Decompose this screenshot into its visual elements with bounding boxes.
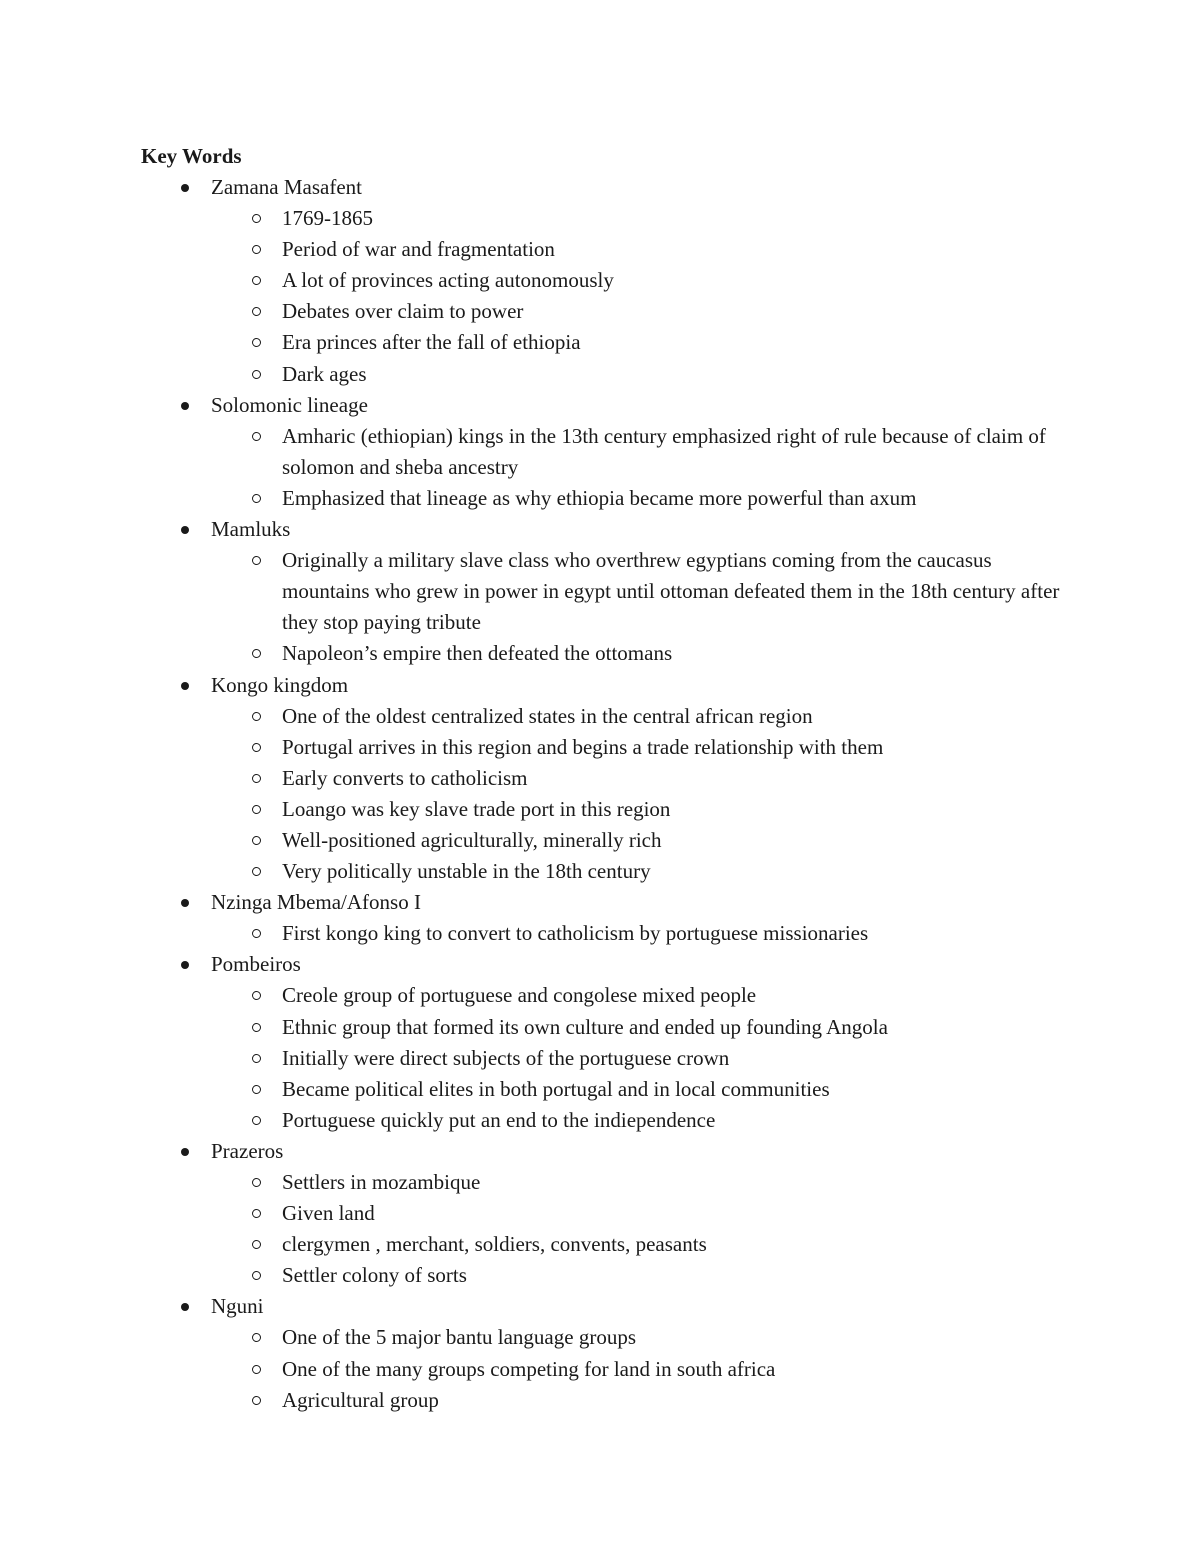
filled-bullet-icon — [181, 682, 189, 690]
notes-list — [141, 701, 1071, 888]
note-item — [141, 1012, 1071, 1043]
hollow-bullet-icon — [252, 712, 261, 721]
note-item — [141, 203, 1071, 234]
term-label: Nzinga Mbema/Afonso I — [211, 890, 421, 915]
note-text: Well-positioned agriculturally, minerally rich — [282, 827, 662, 852]
hollow-bullet-icon — [252, 245, 261, 254]
hollow-bullet-icon — [252, 1365, 261, 1374]
note-text: Portuguese quickly put an end to the indiependence — [282, 1107, 716, 1132]
term-item — [141, 887, 1071, 949]
note-item — [141, 265, 1071, 296]
notes-list — [141, 980, 1071, 1135]
note-text: Portugal arrives in this region and begins a trade relationship with them — [282, 734, 884, 759]
filled-bullet-icon — [181, 1148, 189, 1156]
note-text: Became political elites in both portugal and in local communities — [282, 1076, 830, 1101]
hollow-bullet-icon — [252, 307, 261, 316]
term-row — [141, 514, 1071, 545]
notes-list — [141, 1322, 1071, 1415]
hollow-bullet-icon — [252, 1085, 261, 1094]
term-row — [141, 172, 1071, 203]
note-item — [141, 1354, 1071, 1385]
hollow-bullet-icon — [252, 1116, 261, 1125]
note-text: One of the many groups competing for land in south africa — [282, 1356, 776, 1381]
note-text: Dark ages — [282, 361, 367, 386]
hollow-bullet-icon — [252, 1209, 261, 1218]
note-text: Creole group of portuguese and congolese mixed people — [282, 983, 757, 1008]
note-item — [141, 1322, 1071, 1353]
filled-bullet-icon — [181, 526, 189, 534]
notes-list — [141, 421, 1071, 514]
note-item — [141, 234, 1071, 265]
term-label: Zamana Masafent — [211, 175, 363, 199]
term-item — [141, 1136, 1071, 1291]
hollow-bullet-icon — [252, 494, 261, 503]
note-item — [141, 763, 1071, 794]
term-item — [141, 172, 1071, 390]
note-text: A lot of provinces acting autonomously — [282, 268, 614, 293]
note-item — [141, 483, 1071, 514]
note-item — [141, 1260, 1071, 1291]
hollow-bullet-icon — [252, 929, 261, 938]
note-text: One of the oldest centralized states in the central african region — [282, 703, 813, 728]
note-text: Loango was key slave trade port in this region — [282, 796, 671, 821]
notes-list — [141, 1167, 1071, 1291]
filled-bullet-icon — [181, 184, 189, 192]
note-item — [141, 1105, 1071, 1136]
note-text: Period of war and fragmentation — [282, 237, 555, 262]
term-row — [141, 390, 1071, 421]
hollow-bullet-icon — [252, 214, 261, 223]
note-item — [141, 918, 1071, 949]
term-row — [141, 887, 1071, 918]
note-text: Amharic (ethiopian) kings in the 13th century emphasized right of rule because of claim of solomon and sheba ancestry — [282, 423, 1046, 479]
hollow-bullet-icon — [252, 276, 261, 285]
note-item — [141, 701, 1071, 732]
note-text: Emphasized that lineage as why ethiopia became more powerful than axum — [282, 485, 917, 510]
hollow-bullet-icon — [252, 556, 261, 565]
hollow-bullet-icon — [252, 649, 261, 658]
note-text: 1769-1865 — [282, 206, 373, 231]
note-text: Initially were direct subjects of the portuguese crown — [282, 1045, 730, 1070]
term-row — [141, 1136, 1071, 1167]
filled-bullet-icon — [181, 961, 189, 969]
note-item — [141, 327, 1071, 358]
notes-list — [141, 545, 1071, 669]
filled-bullet-icon — [181, 402, 189, 410]
hollow-bullet-icon — [252, 867, 261, 876]
note-item — [141, 732, 1071, 763]
term-label: Pombeiros — [211, 952, 301, 977]
note-text: First kongo king to convert to catholicism by portuguese missionaries — [282, 921, 869, 946]
term-label: Mamluks — [211, 517, 291, 542]
section-heading: Key Words — [141, 144, 242, 168]
term-label: Solomonic lineage — [211, 392, 368, 417]
note-text: Ethnic group that formed its own culture and ended up founding Angola — [282, 1014, 888, 1039]
hollow-bullet-icon — [252, 1054, 261, 1063]
note-item — [141, 545, 1071, 638]
note-item — [141, 296, 1071, 327]
notes-list — [141, 203, 1071, 390]
notes-list — [141, 918, 1071, 949]
note-text: Settlers in mozambique — [282, 1170, 481, 1194]
term-label: Kongo kingdom — [211, 672, 349, 697]
hollow-bullet-icon — [252, 432, 261, 441]
hollow-bullet-icon — [252, 836, 261, 845]
note-item — [141, 1074, 1071, 1105]
note-text: clergymen , merchant, soldiers, convents, peasants — [282, 1232, 707, 1257]
term-label: Nguni — [211, 1294, 264, 1319]
term-label: Prazeros — [211, 1138, 284, 1163]
hollow-bullet-icon — [252, 338, 261, 347]
note-item — [141, 980, 1071, 1011]
hollow-bullet-icon — [252, 1271, 261, 1280]
note-item — [141, 1198, 1071, 1229]
note-item — [141, 794, 1071, 825]
hollow-bullet-icon — [252, 1023, 261, 1032]
note-text: Originally a military slave class who overthrew egyptians coming from the caucasus mountains who grew in power in egypt until ottoman defeated them in the 18th century after they stop paying tribute — [282, 548, 1060, 635]
note-item — [141, 825, 1071, 856]
note-text: Given land — [282, 1201, 375, 1226]
term-item — [141, 514, 1071, 669]
hollow-bullet-icon — [252, 1240, 261, 1249]
term-item — [141, 670, 1071, 888]
hollow-bullet-icon — [252, 1333, 261, 1342]
note-item — [141, 1043, 1071, 1074]
filled-bullet-icon — [181, 1303, 189, 1311]
note-text: Agricultural group — [282, 1387, 439, 1412]
note-text: Settler colony of sorts — [282, 1263, 467, 1288]
note-item — [141, 1167, 1071, 1198]
note-text: Napoleon’s empire then defeated the ottomans — [282, 641, 673, 666]
note-item — [141, 1385, 1071, 1416]
hollow-bullet-icon — [252, 1178, 261, 1187]
hollow-bullet-icon — [252, 370, 261, 379]
hollow-bullet-icon — [252, 1396, 261, 1405]
document-page — [141, 141, 1071, 1416]
note-text: One of the 5 major bantu language groups — [282, 1325, 636, 1350]
hollow-bullet-icon — [252, 774, 261, 783]
note-text: Early converts to catholicism — [282, 765, 528, 790]
note-text: Very politically unstable in the 18th century — [282, 859, 651, 884]
term-row — [141, 949, 1071, 980]
note-item — [141, 638, 1071, 669]
note-item — [141, 359, 1071, 390]
hollow-bullet-icon — [252, 991, 261, 1000]
term-row — [141, 1291, 1071, 1322]
term-item — [141, 1291, 1071, 1415]
term-item — [141, 949, 1071, 1136]
term-row — [141, 670, 1071, 701]
filled-bullet-icon — [181, 899, 189, 907]
term-item — [141, 390, 1071, 514]
note-text: Debates over claim to power — [282, 299, 524, 324]
hollow-bullet-icon — [252, 743, 261, 752]
note-item — [141, 421, 1071, 483]
key-words-list — [141, 172, 1071, 1416]
note-item — [141, 856, 1071, 887]
hollow-bullet-icon — [252, 805, 261, 814]
note-item — [141, 1229, 1071, 1260]
note-text: Era princes after the fall of ethiopia — [282, 330, 581, 355]
